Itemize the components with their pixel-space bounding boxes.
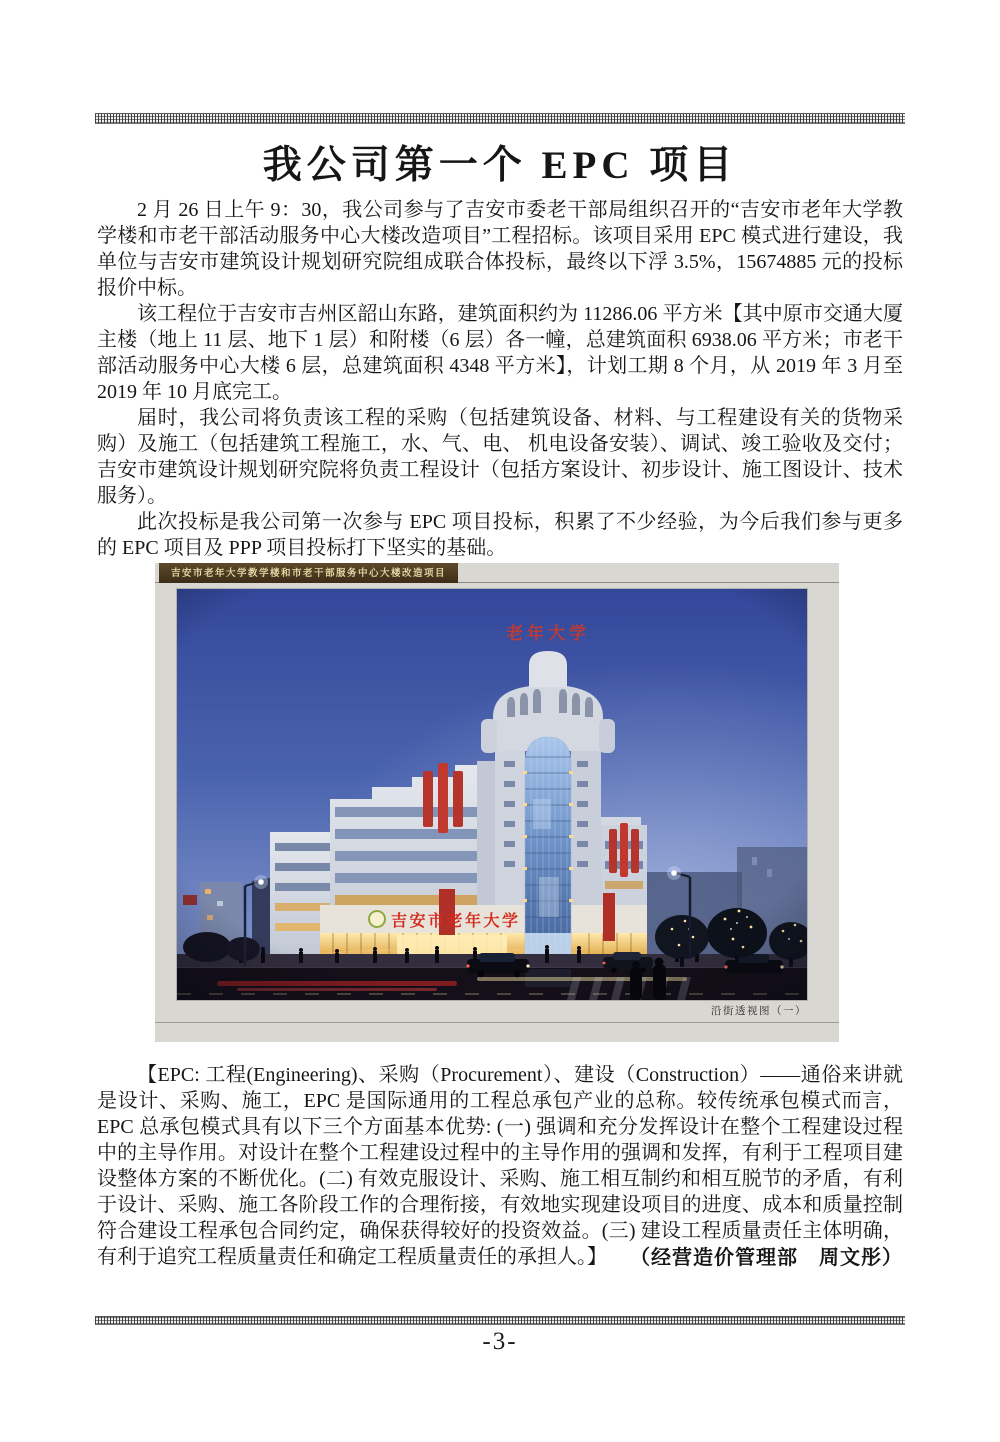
paragraph-1: 2 月 26 日上午 9：30，我公司参与了吉安市委老干部局组织召开的“吉安市老年大学教学楼和市老干部活动服务中心大楼改造项目”工程招标。该项目采用 EPC 模式进行建设，我单位与吉安市建筑设计规划研究院组成联合体投标，最终以下浮 3.5%，15674885 元的投标报价中标。 — [97, 199, 903, 299]
paragraph-3: 届时，我公司将负责该工程的采购（包括建筑设备、材料、与工程建设有关的货物采购）及施工（包括建筑工程施工，水、气、电、 机电设备安装）、调试、竣工验收及交付；吉安市建筑设计规划研究院将负责工程设计（包括方案设计、初步设计、施工图设计、技术服务）。 — [97, 407, 903, 507]
vignette-overlay — [177, 589, 807, 1000]
figure-header — [155, 563, 839, 583]
byline: （经营造价管理部 周文彤） — [630, 1247, 903, 1269]
paragraph-4: 此次投标是我公司第一次参与 EPC 项目投标，积累了不少经验，为今后我们参与更多的 EPC 项目及 PPP 项目投标打下坚实的基础。 — [97, 511, 903, 559]
paragraph-2: 该工程位于吉安市吉州区韶山东路，建筑面积约为 11286.06 平方米【其中原市交通大厦主楼（地上 11 层、地下 1 层）和附楼（6 层）各一幢，总建筑面积 6938.06 平方米；市老干部活动服务中心大楼 6 层，总建筑面积 4348 平方米】，计划工期 8 个月，从 2019 年 3 月至 2019 年 10 月底完工。 — [97, 303, 903, 403]
article-title: 我公司第一个 EPC 项目 — [262, 144, 738, 187]
bottom-decorative-rule — [95, 1316, 905, 1325]
figure-banner-label: 吉安市老年大学教学楼和市老干部服务中心大楼改造项目 — [159, 563, 458, 583]
building-rendering-image — [177, 589, 807, 1000]
figure-frame — [155, 563, 839, 1042]
top-decorative-rule — [95, 113, 905, 124]
page-number: -3- — [482, 1328, 518, 1355]
figure-bottom-rule — [155, 1022, 839, 1023]
epc-note-paragraph — [97, 1062, 903, 1270]
figure-caption: 沿街透视图（一） — [711, 1006, 807, 1017]
epc-note-text: 【EPC: 工程(Engineering)、采购（Procurement）、建设（Construction）——通俗来讲就是设计、采购、施工，EPC 是国际通用的工程总承包产业的总称。较传统承包模式而言，EPC 总承包模式具有以下三个方面基本优势: (一) 强调和充分发挥设计在整个工程建设过程中的主导作用。对设计在整个工程建设过程中的主导作用的强调和发挥，有利于工程项目建设整体方案的不断优化。(二) 有效克服设计、采购、施工相互制约和相互脱节的矛盾，有利于设计、采购、施工各阶段工作的合理衔接，有效地实现建设项目的进度、成本和质量控制符合建设工程承包合同约定，确保获得较好的投资效益。(三) 建设工程质量责任主体明确，有利于追究工程质量责任和确定工程质量责任的承担人。】 — [97, 1064, 903, 1268]
